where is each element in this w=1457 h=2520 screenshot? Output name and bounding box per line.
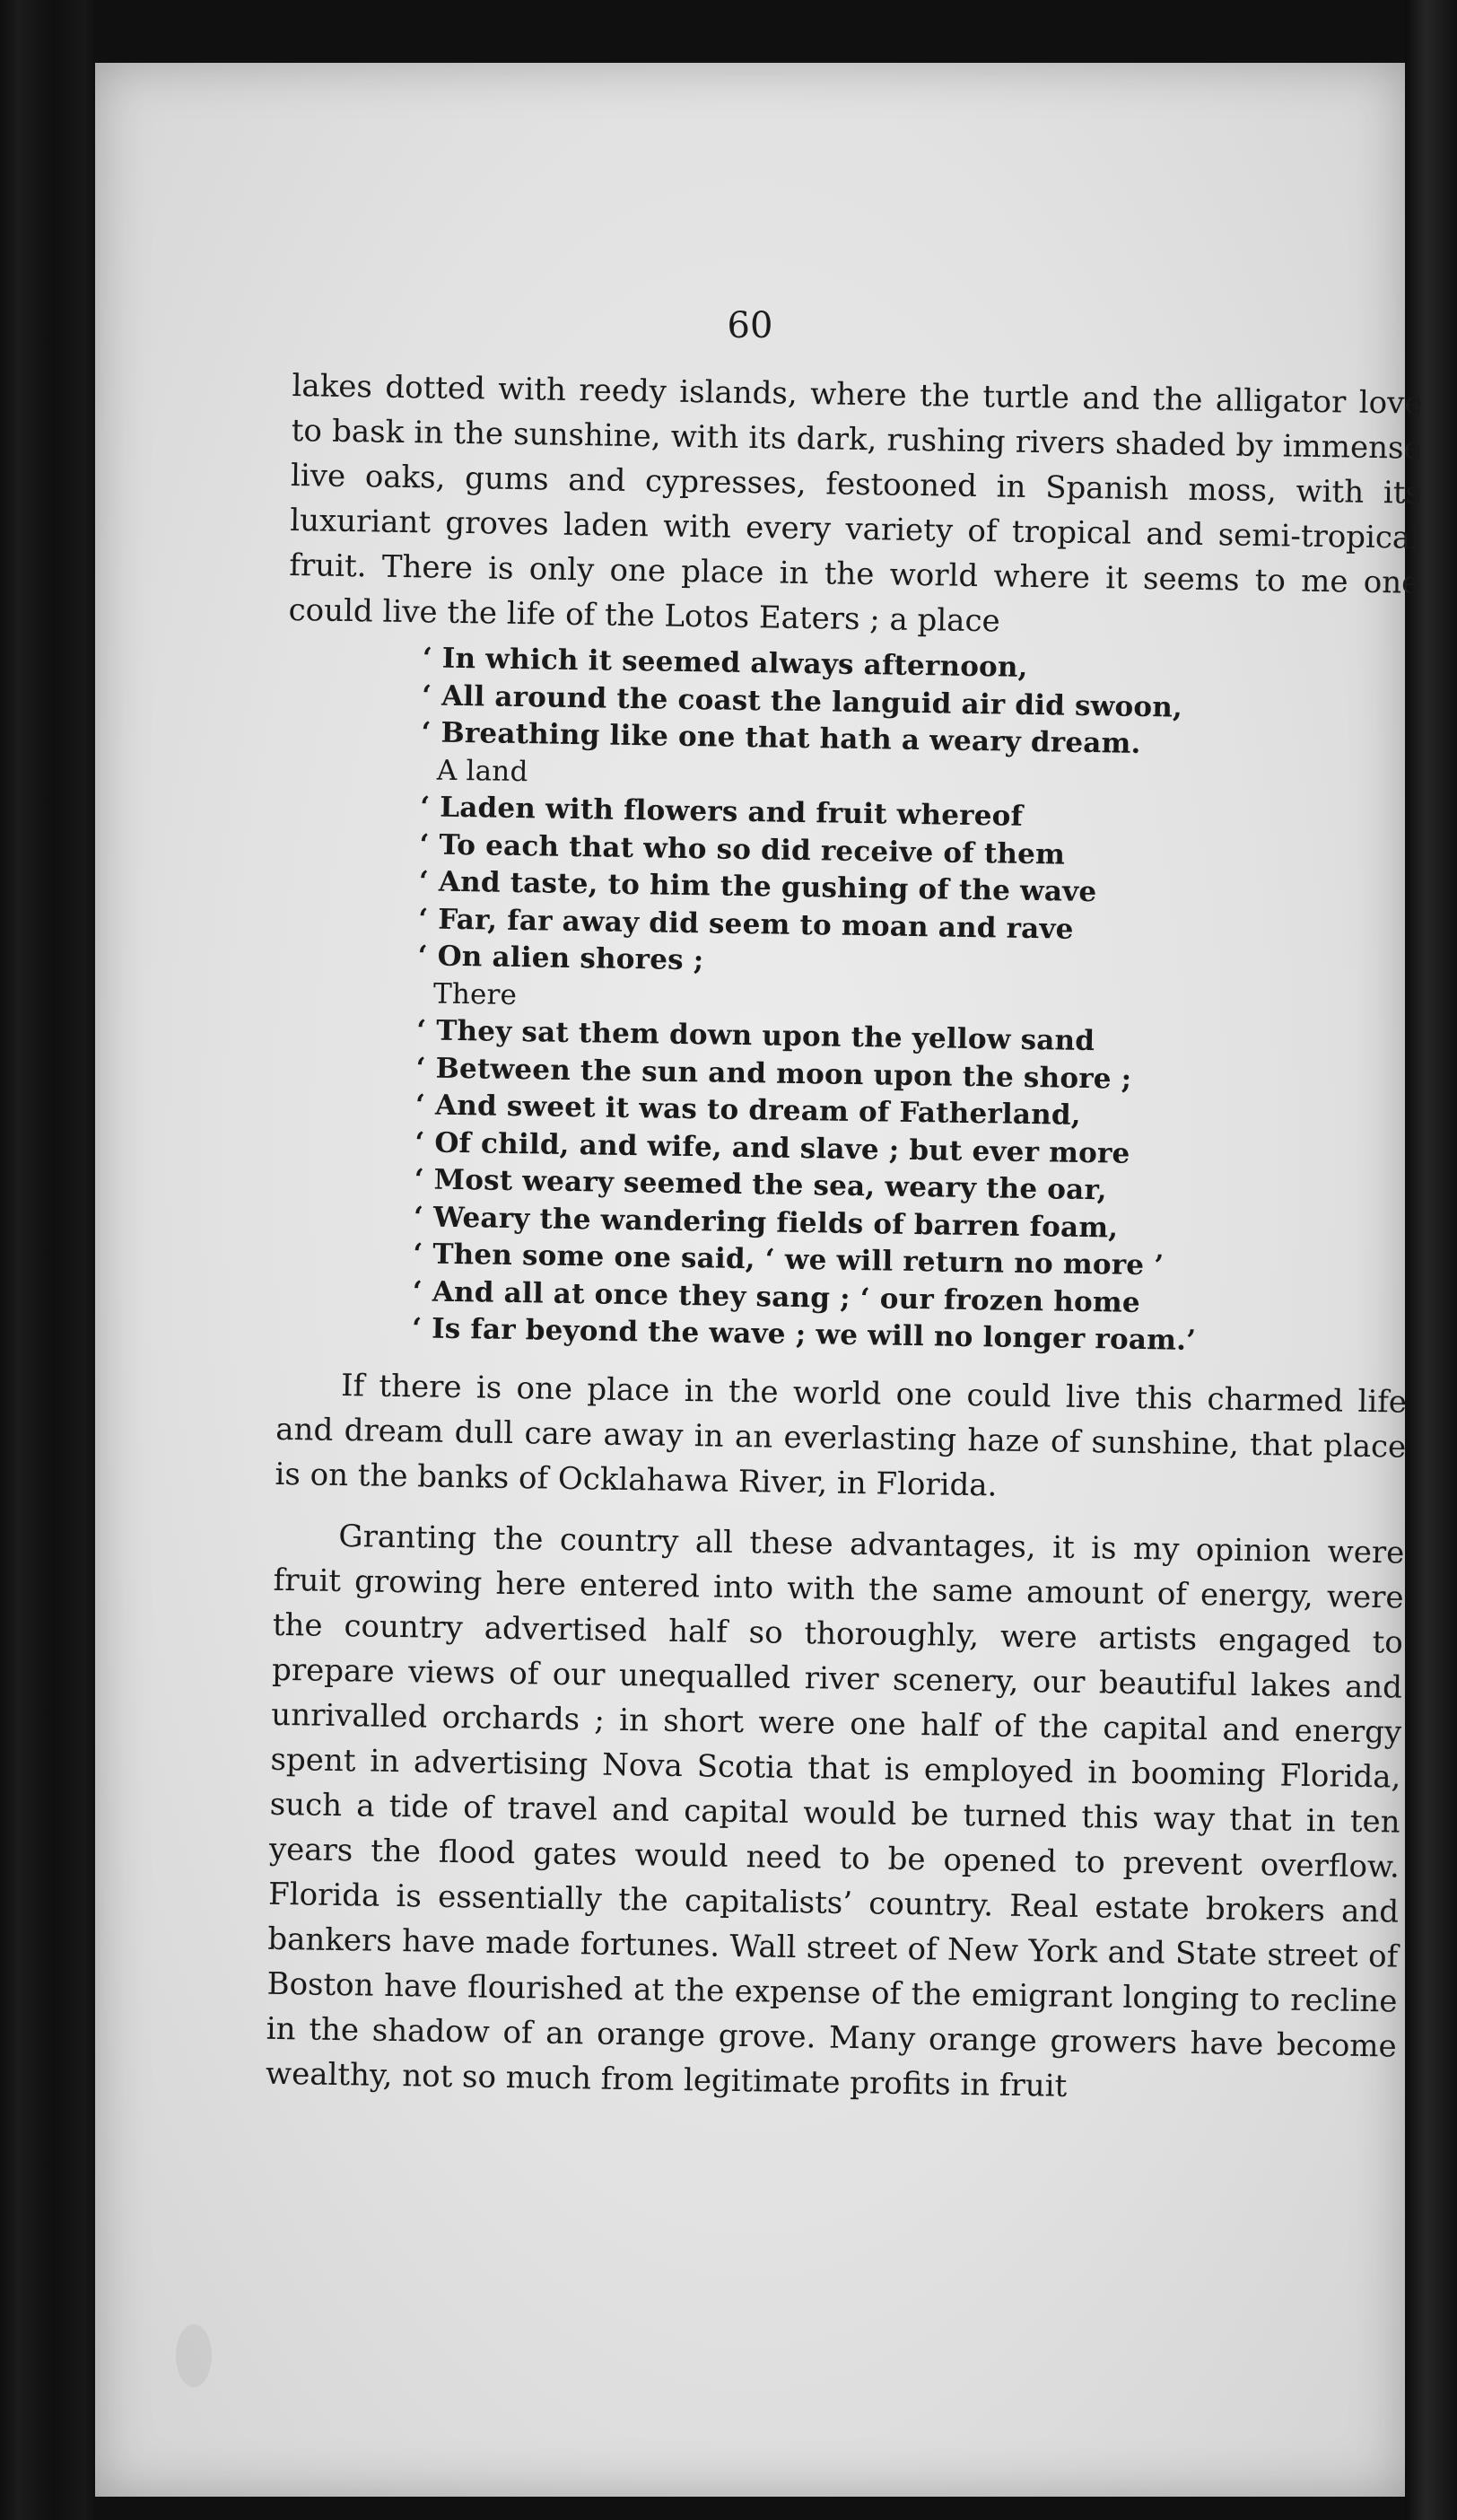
verse-line: ‘ Between the sun and moon upon the shore ;	[415, 1051, 1132, 1096]
verse-block	[412, 640, 1418, 1363]
verse-line: ‘ And all at once they sang ; ‘ our frozen home	[412, 1274, 1141, 1319]
verse-line: ‘ Far, far away did seem to moan and rave	[418, 902, 1074, 946]
verse-line: ‘ All around the coast the languid air did swoon,	[421, 678, 1183, 724]
paragraph-3: Granting the country all these advantages, it is my opinion were fruit growing here entered into with the same amount of energy, were the country advertised half so thoroughly, were artists engaged to prepare views of our unequalled river scenery, our beautiful lakes and unrivalled orchards ; in short were one half of the capital and energy spent in advertising Nova Scotia that is employed in booming Florida, such a tide of travel and capital would be turned this way that in ten years the flood gates would need to be opened to prevent overflow. Florida is essentially the capitalists’ country. Real estate brokers and bankers have made fortunes. Wall street of New York and State street of Boston have flourished at the expense of the emigrant longing to recline in the shadow of an orange grove. Many orange growers have become wealthy, not so much from legitimate profits in fruit	[265, 1518, 1405, 2104]
page-edge-shadow	[1405, 0, 1457, 2520]
verse-line: ‘ They sat them down upon the yellow sand	[416, 1014, 1095, 1058]
verse-line: ‘ Of child, and wife, and slave ; but ever more	[414, 1125, 1130, 1170]
verse-line: ‘ And sweet it was to dream of Fatherland,	[414, 1089, 1082, 1132]
verse-line: ‘ Most weary seemed the sea, weary the oar,	[414, 1163, 1108, 1207]
paragraph-2: If there is one place in the world one could live this charmed life and dream dull care away in an everlasting haze of sunshine, that place is on the banks of Ocklahawa River, in Florida.	[275, 1367, 1408, 1503]
verse-line: ‘ Then some one said, ‘ we will return no more ’	[413, 1238, 1165, 1282]
verse-line: ‘ On alien shores ;	[417, 940, 704, 977]
verse-line: There	[432, 977, 518, 1011]
page-body	[266, 363, 1423, 2113]
verse-line: A land	[436, 754, 528, 788]
paragraph-1: lakes dotted with reedy islands, where the turtle and the alligator love to bask in the sunshine, with its dark, rushing rivers shaded by immense live oaks, gums and cypresses, festooned in Spanish moss, with its luxuriant groves laden with every variety of tropical and semi-tropical fruit. There is only one place in the world where it seems to me one could live the life of the Lotos Eaters ; a place	[288, 367, 1423, 640]
verse-line: ‘ And taste, to him the gushing of the wave	[418, 865, 1097, 909]
page-number: 60	[727, 305, 773, 346]
verse-line: ‘ In which it seemed always afternoon,	[422, 642, 1028, 684]
book-page	[95, 63, 1423, 2497]
verse-line: ‘ Breathing like one that hath a weary dream.	[421, 716, 1141, 760]
verse-line: ‘ Laden with flowers and fruit whereof	[419, 791, 1024, 833]
verse-line: ‘ Weary the wandering fields of barren foam,	[413, 1200, 1119, 1245]
verse-line: ‘ To each that who so did receive of them	[419, 827, 1066, 871]
paper-smudge	[176, 2324, 212, 2387]
verse-line: ‘ Is far beyond the wave ; we will no longer roam.’	[411, 1312, 1197, 1357]
